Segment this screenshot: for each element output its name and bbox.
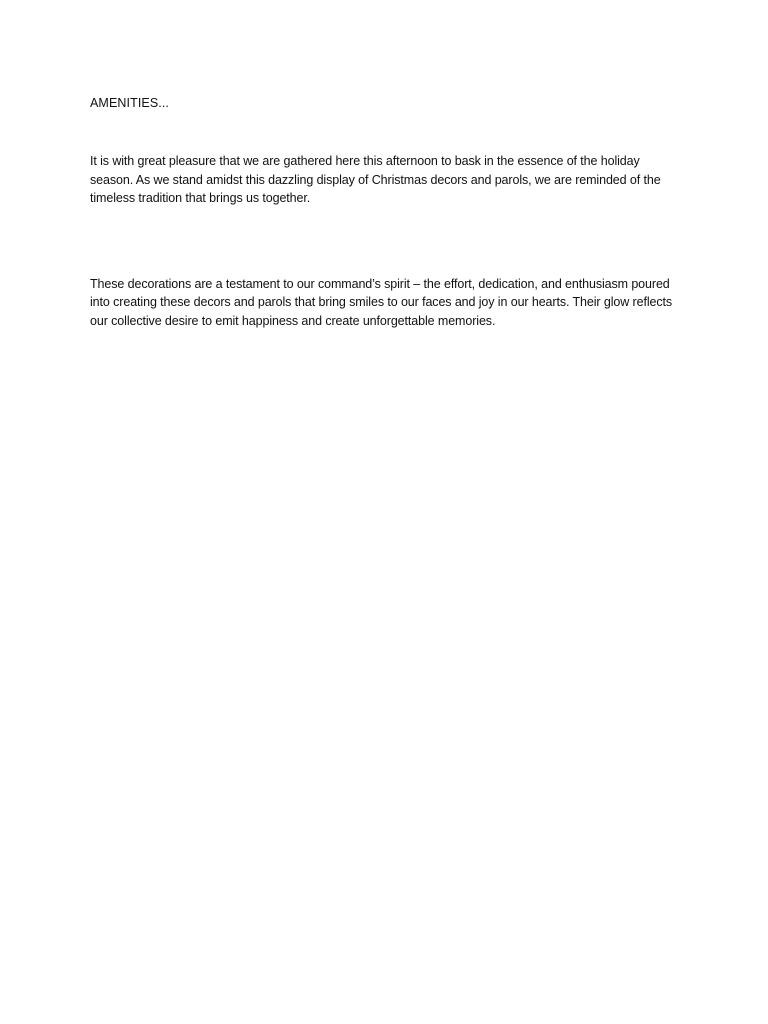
document-body: [90, 94, 680, 331]
paragraph-opening: It is with great pleasure that we are gathered here this afternoon to bask in the essence of the holiday season. As we stand amidst this dazzling display of Christmas decors and parols, we are reminded of the timeless tradition that brings us together.: [90, 154, 661, 206]
paragraph-decorations: These decorations are a testament to our command’s spirit – the effort, dedication, and enthusiasm poured into creating these decors and parols that bring smiles to our faces and joy in our hearts. Their glow reflects our collective desire to emit happiness and create unforgettable memories.: [90, 276, 673, 328]
document-heading: AMENITIES...: [90, 96, 169, 110]
